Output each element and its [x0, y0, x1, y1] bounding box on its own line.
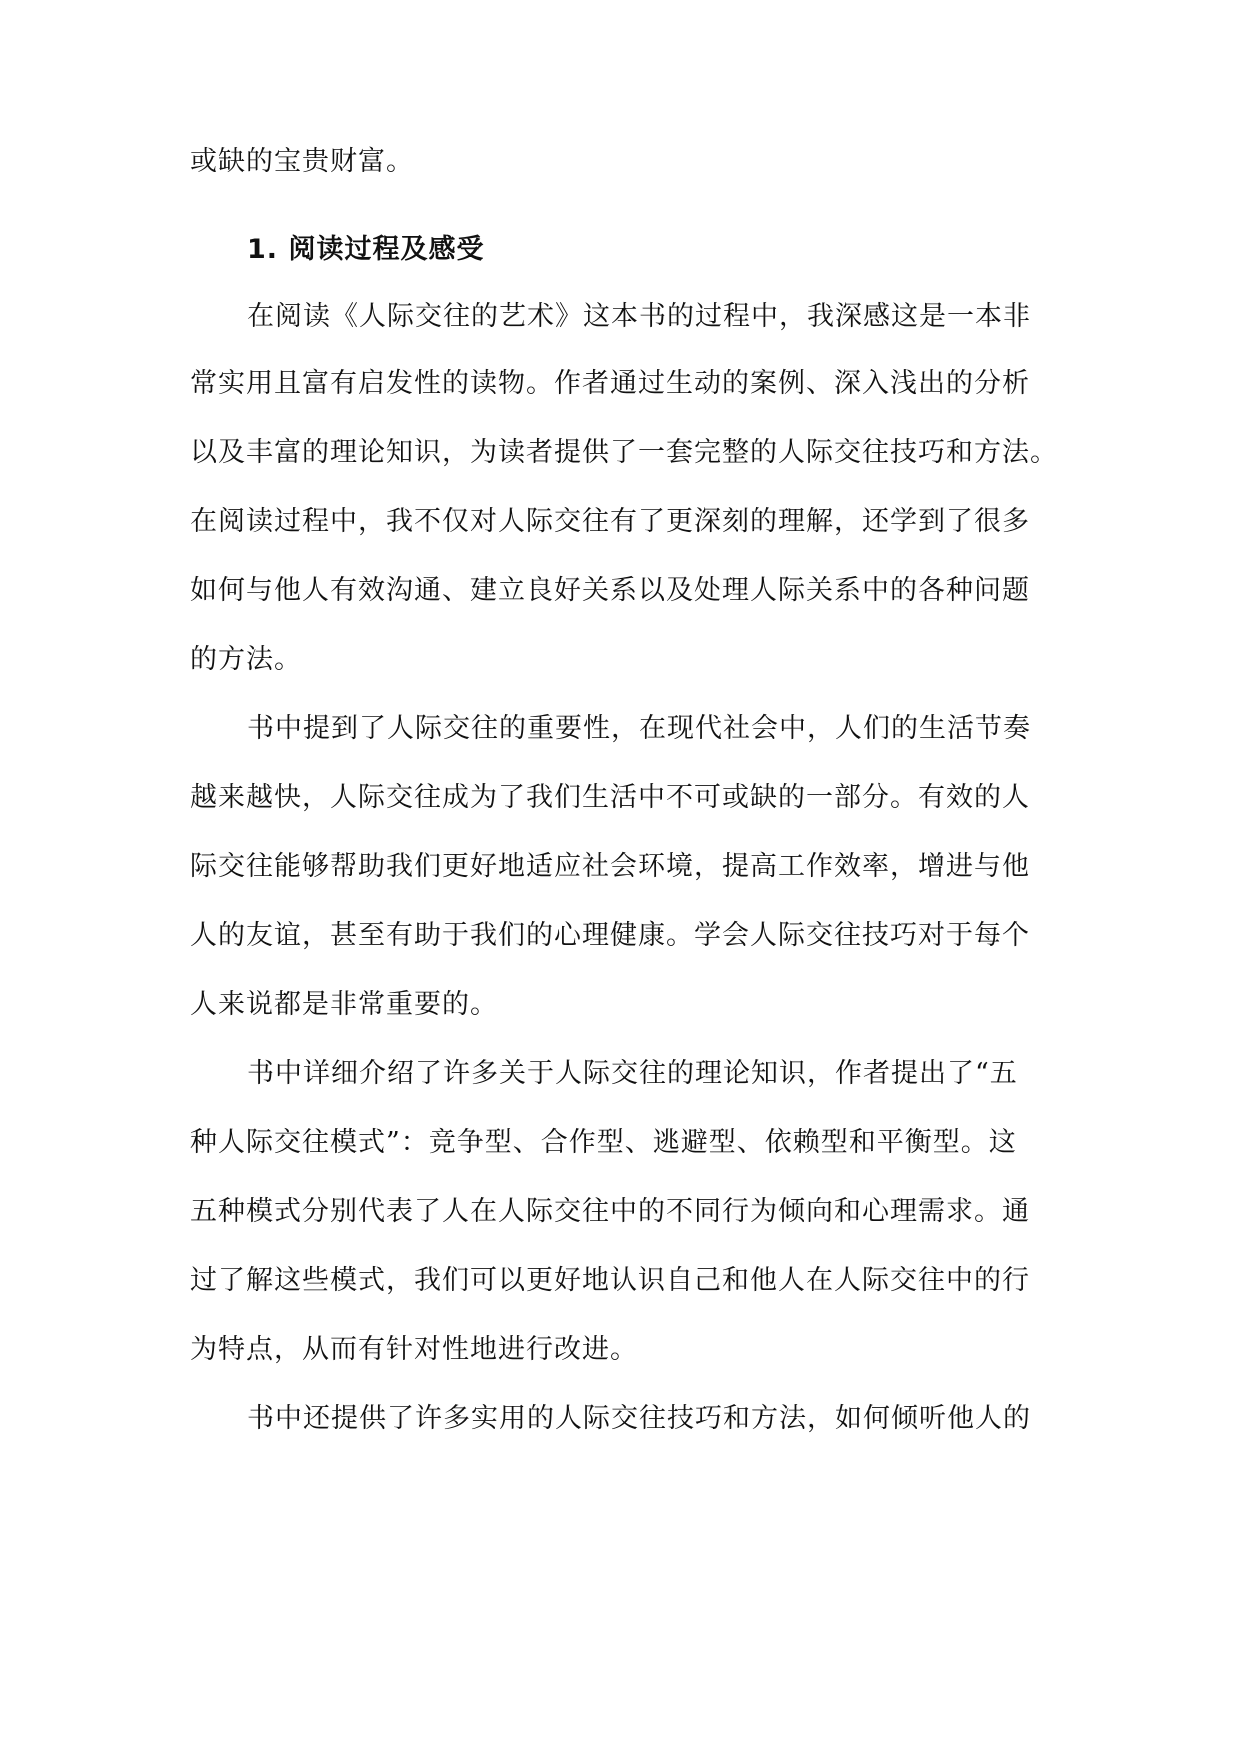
- text-line: 在阅读过程中，我不仅对人际交往有了更深刻的理解，还学到了很多: [190, 506, 1030, 537]
- text-line: 际交往能够帮助我们更好地适应社会环境，提高工作效率，增进与他: [190, 851, 1030, 882]
- text-line: 如何与他人有效沟通、建立良好关系以及处理人际关系中的各种问题: [190, 575, 1030, 606]
- paragraph-first-line: 书中还提供了许多实用的人际交往技巧和方法，如何倾听他人的: [247, 1403, 1031, 1434]
- paragraph-first-line: 在阅读《人际交往的艺术》这本书的过程中，我深感这是一本非: [247, 301, 1031, 332]
- text-line: 的方法。: [190, 644, 302, 675]
- text-line: 过了解这些模式，我们可以更好地认识自己和他人在人际交往中的行: [190, 1265, 1030, 1296]
- section-heading: 1. 阅读过程及感受: [247, 234, 485, 265]
- text-line: 人的友谊，甚至有助于我们的心理健康。学会人际交往技巧对于每个: [190, 920, 1030, 951]
- text-line: 或缺的宝贵财富。: [190, 146, 414, 177]
- text-line: 为特点，从而有针对性地进行改进。: [190, 1334, 638, 1365]
- text-line: 常实用且富有启发性的读物。作者通过生动的案例、深入浅出的分析: [190, 368, 1030, 399]
- text-line: 种人际交往模式”：竞争型、合作型、逃避型、依赖型和平衡型。这: [190, 1127, 1017, 1158]
- paragraph-first-line: 书中提到了人际交往的重要性，在现代社会中，人们的生活节奏: [247, 713, 1031, 744]
- text-line: 以及丰富的理论知识，为读者提供了一套完整的人际交往技巧和方法。: [190, 437, 1058, 468]
- text-line: 越来越快，人际交往成为了我们生活中不可或缺的一部分。有效的人: [190, 782, 1030, 813]
- text-line: 人来说都是非常重要的。: [190, 989, 498, 1020]
- paragraph-first-line: 书中详细介绍了许多关于人际交往的理论知识，作者提出了“五: [247, 1058, 1018, 1089]
- text-line: 五种模式分别代表了人在人际交往中的不同行为倾向和心理需求。通: [190, 1196, 1030, 1227]
